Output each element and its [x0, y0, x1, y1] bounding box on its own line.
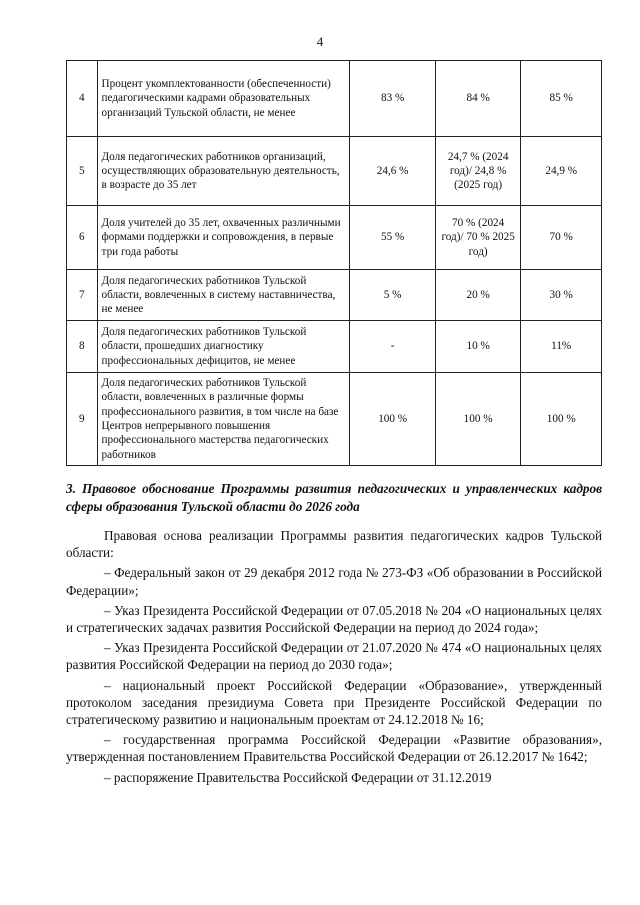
legal-act-item: – государственная программа Российской Федерации «Развитие образования», утвержденная постановлением Правительства Российской Федерации от 26.12.2017 № 1642;: [66, 732, 602, 765]
table-row: [67, 61, 602, 137]
legal-act-item: – распоряжение Правительства Российской Федерации от 31.12.2019: [104, 769, 492, 785]
table-row: [67, 373, 602, 466]
value-2022: 5 %: [350, 270, 435, 321]
indicator-name: Доля педагогических работников Тульской области, прошедших диагностику профессиональных дефицитов, не менее: [97, 321, 350, 373]
value-2024-2025: 84 %: [435, 61, 521, 137]
value-2022: 83 %: [350, 61, 435, 137]
value-2022: 24,6 %: [350, 137, 435, 206]
indicator-name: Доля учителей до 35 лет, охваченных различными формами поддержки и сопровождения, в первые три года работы: [97, 206, 350, 270]
legal-act-item: – Указ Президента Российской Федерации от 07.05.2018 № 204 «О национальных целях и стратегических задачах развития Российской Федерации на период до 2024 года»;: [66, 602, 602, 636]
value-2026: 24,9 %: [521, 137, 602, 206]
indicator-name: Доля педагогических работников Тульской области, вовлеченных в систему наставничества, не менее: [97, 270, 350, 321]
indicator-name: Процент укомплектованности (обеспеченности) педагогическими кадрами образовательных организаций Тульской области, не менее: [97, 61, 350, 137]
table-row: [67, 137, 602, 206]
indicator-name: Доля педагогических работников Тульской области, вовлеченных в различные формы профессионального развития, в том числе на базе Центров непрерывного повышения профессионального мастерства педагогических работников: [97, 373, 350, 466]
table-row: [67, 321, 602, 373]
legal-act-item: – национальный проект Российской Федерации «Образование», утвержденный протоколом заседания президиума Совета при Президенте Российской Федерации по стратегическому развитию и национальным проектам от 24.12.2018 № 16;: [66, 677, 602, 728]
intro-paragraph: Правовая основа реализации Программы развития педагогических кадров Тульской области:: [66, 528, 602, 561]
value-2024-2025: 24,7 % (2024 год)/ 24,8 % (2025 год): [435, 137, 521, 206]
legal-basis-text: [66, 527, 602, 789]
value-2026: 100 %: [521, 373, 602, 466]
value-2026: 30 %: [521, 270, 602, 321]
value-2026: 70 %: [521, 206, 602, 270]
row-number: 8: [67, 321, 98, 373]
table-row: [67, 270, 602, 321]
indicator-name: Доля педагогических работников организаций, осуществляющих образовательную деятельность, в возрасте до 35 лет: [97, 137, 350, 206]
row-number: 9: [67, 373, 98, 466]
row-number: 4: [67, 61, 98, 137]
legal-act-item: – Указ Президента Российской Федерации от 21.07.2020 № 474 «О национальных целях развития Российской Федерации на период до 2030 года»;: [66, 640, 602, 673]
legal-act-item: – Федеральный закон от 29 декабря 2012 года № 273-ФЗ «Об образовании в Российской Федерации»;: [66, 565, 602, 598]
value-2026: 11%: [521, 321, 602, 373]
section-title: 3. Правовое обоснование Программы развития педагогических и управленческих кадров сферы образования Тульской области до 2026 года: [66, 481, 602, 514]
value-2024-2025: 100 %: [435, 373, 521, 466]
value-2024-2025: 70 % (2024 год)/ 70 % 2025 год): [435, 206, 521, 270]
value-2024-2025: 10 %: [435, 321, 521, 373]
table-row: [67, 206, 602, 270]
value-2022: 100 %: [350, 373, 435, 466]
row-number: 7: [67, 270, 98, 321]
value-2026: 85 %: [521, 61, 602, 137]
indicators-table: [66, 60, 602, 466]
value-2022: 55 %: [350, 206, 435, 270]
value-2024-2025: 20 %: [435, 270, 521, 321]
value-2022: -: [350, 321, 435, 373]
page-number: 4: [316, 34, 324, 49]
row-number: 5: [67, 137, 98, 206]
row-number: 6: [67, 206, 98, 270]
